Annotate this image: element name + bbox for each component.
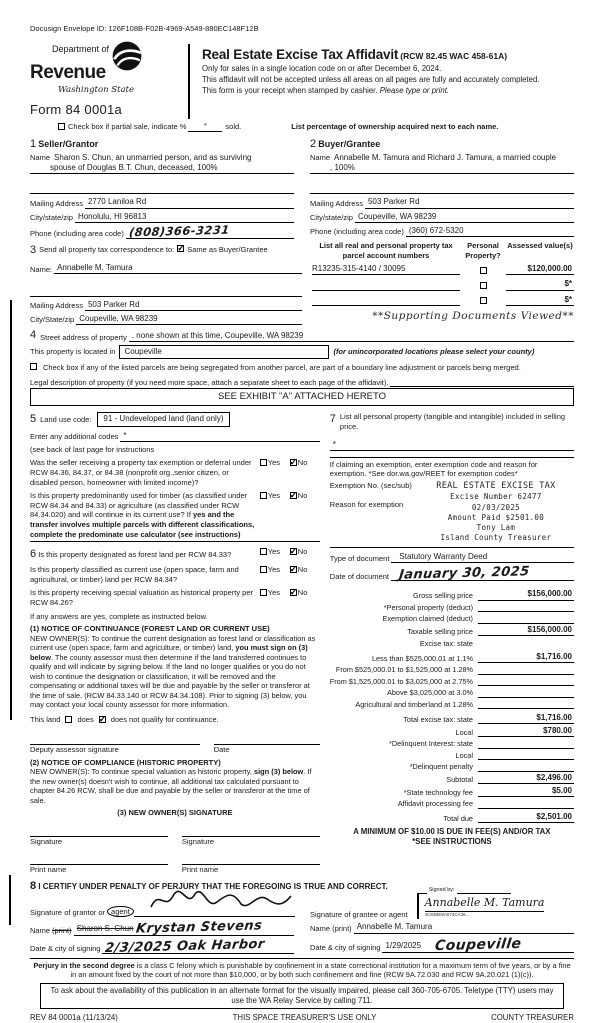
buyer-city-label: City/state/zip — [310, 213, 353, 223]
new-owner-print-name-line-2[interactable] — [182, 856, 320, 865]
correspondence-name-label: Name: — [30, 264, 53, 274]
timber-no-checkbox[interactable] — [290, 492, 297, 499]
tax-label: Excise tax: state — [419, 638, 473, 648]
parcel-row — [312, 279, 574, 290]
partial-sale-checkbox[interactable] — [58, 123, 65, 130]
seller-name-label: Name — [30, 153, 51, 163]
stamp-line: 02/03/2025 — [471, 502, 520, 512]
same-as-buyer-checkbox[interactable] — [177, 245, 184, 252]
docusign-signed-by-label: Signed by: — [428, 887, 455, 894]
correspondence-city-label: City/State/zip — [30, 315, 75, 325]
grantee-name-value: Annabelle M. Tamura — [354, 922, 574, 933]
seller-name-line1: Sharon S. Chun, an unmarried person, and as surviving — [54, 152, 252, 162]
parcel-header-personal: Personal Property? — [465, 241, 501, 260]
legal-description-box: SEE EXHIBIT "A" ATTACHED HERETO — [30, 388, 574, 406]
parcel-row — [312, 264, 574, 275]
title-block — [188, 44, 574, 119]
segregated-checkbox[interactable] — [30, 363, 37, 370]
no-label: No — [297, 458, 308, 468]
deputy-date-line[interactable] — [214, 736, 320, 745]
street-address-label: Street address of property — [40, 332, 127, 342]
seller-name-blank-line[interactable] — [30, 183, 294, 194]
grantee-date-value: 1/29/2025 — [385, 941, 422, 951]
scan-artifact-line-2 — [9, 875, 11, 925]
dept-name: Revenue — [30, 62, 106, 84]
tax-label: Less than $525,000.01 at 1.1% — [371, 653, 473, 663]
doc-type-value: Statutory Warranty Deed — [391, 552, 574, 563]
tax-value[interactable] — [478, 602, 574, 612]
personal-property-checkbox[interactable] — [480, 282, 487, 289]
tax-label: From $525,000.01 to $1,525,000 at 1.28% — [335, 665, 473, 675]
new-owner-signature-title: (3) NEW OWNER(S) SIGNATURE — [117, 808, 233, 818]
tax-value[interactable] — [478, 688, 574, 698]
tax-label: Total excise tax: state — [403, 715, 473, 725]
form-title-rcw: (RCW 82.45 WAC 458-61A) — [400, 50, 508, 61]
tax-label: Exemption claimed (deduct) — [382, 614, 473, 624]
tax-value — [478, 638, 574, 648]
seller-phone-label: Phone (including area code) — [30, 229, 124, 239]
buyer-phone-value: (360) 672-5320 — [406, 226, 574, 237]
header-note-2: This affidavit will not be accepted unless all areas on all pages are fully and accurately completed. — [202, 74, 540, 84]
grantor-signature — [145, 887, 295, 916]
stamp-line: Excise Number 62477 — [450, 492, 542, 502]
form-number: Form 84 0001a — [30, 102, 123, 118]
additional-codes-field[interactable]: * — [120, 431, 319, 442]
deputy-assessor-signature-line[interactable] — [30, 736, 200, 745]
parcel-row — [312, 295, 574, 306]
section-3-correspondence — [30, 241, 574, 325]
yes-label: Yes — [267, 547, 281, 557]
rev-number: REV 84 0001a (11/13/24) — [30, 1012, 118, 1022]
minimum-due-note: A MINIMUM OF $10.00 IS DUE IN FEE(S) AND/OR TAX — [353, 826, 551, 836]
tax-value[interactable] — [478, 799, 574, 809]
section8-number: 8 — [30, 879, 37, 892]
grantor-date-handwritten: 2/3/2025 Oak Harbor — [104, 936, 266, 956]
forest-no-checkbox[interactable] — [290, 548, 297, 555]
same-as-buyer-label: Same as Buyer/Grantee — [187, 245, 268, 254]
legal-description-label: Legal description of property (if you need more space, attach a separate sheet to each page of the affidavit). — [30, 377, 389, 387]
buyer-mailing-value: 503 Parker Rd — [365, 197, 574, 208]
does-label: does — [77, 714, 94, 724]
assessed-value: $* — [506, 279, 574, 290]
grantor-date-label: Date & city of signing — [30, 944, 101, 954]
docusign-signature-name: Annabelle M. Tamura — [424, 896, 545, 910]
tax-value[interactable] — [478, 614, 574, 624]
tax-value[interactable] — [478, 750, 574, 760]
tax-label: *Delinquent penalty — [409, 762, 473, 772]
personal-property-checkbox[interactable] — [480, 297, 487, 304]
assessed-value: $120,000.00 — [506, 264, 574, 275]
treasurer-space-label: THIS SPACE TREASURER'S USE ONLY — [232, 1012, 377, 1022]
dept-of-label: Department of — [52, 43, 110, 54]
tax-value: $1,716.00 — [478, 713, 574, 724]
new-owner-signature-line-2[interactable] — [182, 828, 320, 837]
form-title: Real Estate Excise Tax Affidavit — [202, 46, 399, 62]
see-back-note: (see back of last page for instructions — [30, 444, 155, 454]
correspondence-mailing-value: 503 Parker Rd — [85, 300, 302, 311]
grantor-name-struck: Sharon S. Chun — [76, 924, 134, 934]
print-name-label: Print name — [181, 865, 219, 875]
question-forest-land: 6 Is this property designated as forest land per RCW 84.33? — [30, 548, 232, 561]
correspondence-name-value: Annabelle M. Tamura — [54, 263, 302, 274]
if-yes-note: If any answers are yes, complete as instructed below. — [30, 611, 208, 621]
section-buyer — [310, 132, 574, 239]
personal-property-field[interactable]: * — [330, 440, 574, 451]
correspondence-blank-line[interactable] — [30, 285, 302, 296]
tax-value[interactable] — [478, 762, 574, 772]
grantor-print-label-struck: (print) — [52, 925, 72, 935]
section-4-property — [30, 328, 574, 406]
land-does-not-checkbox[interactable] — [99, 716, 106, 723]
dor-swirl-icon — [111, 40, 143, 76]
tax-value: $2,501.00 — [478, 812, 574, 823]
treasurer-excise-stamp — [418, 481, 574, 543]
notice-compliance-body: NEW OWNER(S): To continue special valuation as historic property, sign (3) below. If the new owner(s) doesn't wish to continue, all additional tax calculated pursuant to chapter 84.26 RCW, shall be due and payable by the seller or transferor at the time of sale. — [30, 767, 312, 805]
docusign-envelope-id: Docusign Envelope ID: 126F108B-F02B-4969-A549-880EC148F12B — [30, 24, 259, 33]
signature-label: Signature — [30, 836, 63, 846]
tax-label: *Personal property (deduct) — [383, 602, 473, 612]
see-instructions-note: *SEE INSTRUCTIONS — [412, 836, 492, 846]
seller-phone-value: (808)366-3231 — [128, 222, 231, 240]
street-address-value: . none shown at this time, Coupeville, WA 98239 — [129, 331, 574, 342]
partial-sale-sold-label: sold. — [225, 121, 242, 131]
question-timber-agriculture: Is this property predominantly used for timber (as classified under RCW 84.34 and 84.33) or agriculture (as classified under RCW 84.34.020) and will continue in its current use? If yes and the transfer involves multiple parcels with different classifications, complete the predominate use calculator (see instructions) — [30, 491, 255, 539]
segregated-label: Check box if any of the listed parcels are being segregated from another parcel, are part of a boundary line adjustment or parcels being merged. — [43, 363, 521, 373]
tax-label: Local — [455, 727, 473, 737]
section-seller — [30, 132, 294, 239]
seller-city-value: Honolulu, HI 96813 — [75, 212, 294, 223]
seller-mailing-label: Mailing Address — [30, 198, 83, 208]
tax-label: Above $3,025,000 at 3.0% — [386, 688, 473, 698]
exemption-no-label: Exemption No. (sec/sub) — [329, 480, 412, 490]
exemption-no-checkbox[interactable] — [290, 459, 297, 466]
tax-label: Affidavit processing fee — [397, 799, 473, 809]
tax-label: Agricultural and timberland at 1.28% — [355, 699, 473, 709]
buyer-city-value: Coupeville, WA 98239 — [355, 212, 574, 223]
current-use-yes-checkbox[interactable] — [260, 566, 267, 573]
header-note-1: Only for sales in a single location code on or after December 6, 2024. — [202, 63, 442, 73]
stamp-line: Island County Treasurer — [440, 532, 552, 542]
located-in-field[interactable]: Coupeville — [119, 345, 329, 359]
this-land-label: This land — [30, 714, 61, 724]
grantor-name-handwritten: Krystan Stevens — [134, 918, 263, 937]
alternate-format-notice: To ask about the availability of this publication in an alternate format for the visually impaired, please call 360-705-6705. Teletype (TTY) users may use the WA Relay Service by calling 711. — [40, 983, 564, 1009]
notice-continuance-title: (1) NOTICE OF CONTINUANCE (FOREST LAND OR CURRENT USE) — [30, 624, 270, 634]
grantor-name-label: Name — [30, 925, 51, 935]
seller-name-line2: spouse of Douglas B.T. Chun, deceased, 100% — [30, 163, 294, 174]
land-use-field[interactable]: 91 - Undeveloped land (land only) — [97, 412, 229, 426]
partial-sale-label: Check box if partial sale, indicate % — [68, 121, 187, 131]
no-label: No — [297, 588, 308, 598]
doc-type-label: Type of document — [329, 553, 390, 563]
seller-city-label: City/state/zip — [30, 213, 73, 223]
tax-label: From $1,525,000.01 to $3,025,000 at 2.75% — [329, 676, 473, 686]
assessed-value: $* — [506, 295, 574, 306]
section-8-certification — [30, 879, 574, 954]
buyer-name-line2: , 100% — [310, 163, 574, 174]
tax-label: Subtotal — [446, 775, 473, 785]
parcel-header-assessed: Assessed value(s) — [507, 241, 573, 250]
signature-label: Signature — [181, 836, 214, 846]
timber-yes-checkbox[interactable] — [260, 492, 267, 499]
notice-compliance-title: (2) NOTICE OF COMPLIANCE (HISTORIC PROPERTY) — [30, 757, 221, 767]
deputy-assessor-label: Deputy assessor signature — [30, 745, 119, 755]
section4-number: 4 — [30, 329, 37, 342]
no-label: No — [297, 491, 308, 501]
buyer-name-line1: Annabelle M. Tamura and Richard J. Tamura, a married couple — [334, 152, 557, 162]
tax-value[interactable] — [478, 739, 574, 749]
certify-statement: I CERTIFY UNDER PENALTY OF PERJURY THAT THE FOREGOING IS TRUE AND CORRECT. — [38, 881, 388, 891]
doc-date-label: Date of document — [329, 571, 389, 581]
tax-label: Total due — [443, 813, 473, 823]
grantee-signature-label: Signature of grantee or agent — [310, 909, 408, 919]
parcel-number[interactable] — [312, 296, 460, 306]
reason-for-exemption-label: Reason for exemption — [329, 499, 404, 509]
print-name-label: Print name — [30, 865, 67, 875]
notice-continuance-body: NEW OWNER(S): To continue the current designation as forest land or classification as current use (open space, farm and agriculture, or timber) land, you must sign on (3) below. The county assessor must then determine if the land transferred continues to qualify and will indicate by signing below. If the land no longer qualifies or you do not wish to continue the designation or classification, it will be removed and the compensating or additional taxes will be due and payable by the seller or transferor at the time of sale. (RCW 84.33.140 or RCW 84.34.108). Prior to signing (3) below, you may contact your local county assessor for more information. — [30, 633, 316, 710]
county-treasurer-label: COUNTY TREASURER — [491, 1012, 574, 1022]
tax-value: $1,716.00 — [478, 652, 574, 663]
located-in-label: This property is located in — [30, 347, 116, 357]
question-exemption-deferral: Was the seller receiving a property tax exemption or deferral under RCW 84.36, 84.37, or 84.38 (nonprofit org.,senior citizen, or disabled person, homeowner with limited income)? — [30, 458, 252, 487]
parcel-number: R13235-315-4140 / 30095 — [312, 264, 460, 275]
land-does-checkbox[interactable] — [65, 716, 72, 723]
buyer-name-label: Name — [310, 153, 331, 163]
tax-value[interactable] — [478, 665, 574, 675]
section3-send-label: Send all property tax correspondence to: — [39, 245, 175, 254]
personal-property-checkbox[interactable] — [480, 267, 487, 274]
additional-codes-label: Enter any additional codes — [30, 432, 119, 442]
legal-description-fill — [390, 376, 574, 387]
stamp-line: Amount Paid $2501.00 — [447, 512, 545, 522]
seller-section-number: 1 — [30, 137, 37, 150]
perjury-notice: Perjury in the second degree is a class C felony which is punishable by confinement in a state correctional institution for a maximum term of five years, or by a fine in an amount fixed by the court of not more than $10,000, or by both such confinement and fine (RCW 9A.72.030 and RCW 9A.20.021 (1)(c)). — [30, 958, 574, 980]
exemption-note: If claiming an exemption, enter exemption code and reason for exemption. *See dor.wa.gov/REET for exemption codes* — [330, 457, 574, 479]
header-note-3: This form is your receipt when stamped by cashier. — [202, 85, 378, 95]
docusign-signature-id: 4C84BE9A674CA36... — [425, 911, 545, 918]
section7-number: 7 — [329, 413, 336, 426]
grantor-signature-label: Signature of grantor or — [30, 907, 106, 917]
buyer-phone-label: Phone (including area code) — [310, 227, 404, 237]
tax-label: Taxable selling price — [407, 627, 473, 637]
new-owner-signature-line-1[interactable] — [30, 828, 168, 837]
grantee-name-label: Name (print) — [310, 923, 352, 933]
stamp-line: Tony Lam — [476, 522, 516, 532]
exemption-yes-checkbox[interactable] — [260, 459, 267, 466]
land-use-label: Land use code: — [40, 414, 92, 424]
buyer-name-blank-line[interactable] — [310, 183, 574, 194]
no-label: No — [297, 547, 308, 557]
personal-property-list-label: List all personal property (tangible and intangible) included in selling price. — [339, 412, 566, 431]
seller-mailing-value: 2770 Laniloa Rd — [85, 197, 294, 208]
left-column — [30, 410, 320, 875]
right-column — [330, 410, 574, 875]
correspondence-city-value: Coupeville, WA 98239 — [76, 314, 302, 325]
scan-artifact-line — [10, 300, 12, 720]
forest-yes-checkbox[interactable] — [260, 548, 267, 555]
yes-label: Yes — [267, 588, 281, 598]
tax-label: Gross selling price — [412, 591, 473, 601]
new-owner-print-name-line-1[interactable] — [30, 856, 168, 865]
page-footer — [30, 1013, 574, 1023]
parcel-header-numbers: List all real and personal property tax parcel account numbers — [319, 241, 453, 260]
docusign-signature-stamp — [417, 887, 551, 919]
dept-state: Washington State — [58, 85, 134, 96]
header-note-3-italic: Please type or print. — [379, 85, 450, 95]
tax-label: *Delinquent Interest: state — [389, 739, 473, 749]
historical-no-checkbox[interactable] — [290, 589, 297, 596]
doc-date-value: January 30, 2025 — [398, 564, 531, 583]
yes-label: Yes — [267, 565, 281, 575]
section6-number: 6 — [30, 548, 37, 561]
tax-value: $156,000.00 — [478, 589, 574, 600]
correspondence-mailing-label: Mailing Address — [30, 301, 83, 311]
supporting-documents-stamp: **Supporting Documents Viewed** — [372, 309, 574, 322]
form-header — [30, 44, 574, 119]
historical-yes-checkbox[interactable] — [260, 589, 267, 596]
grantor-agent-circled: agent — [107, 906, 134, 918]
stamp-line: REAL ESTATE EXCISE TAX — [436, 480, 556, 491]
tax-value[interactable] — [478, 676, 574, 686]
tax-value: $5.00 — [478, 786, 574, 797]
ownership-note: List percentage of ownership acquired next to each name. — [291, 121, 499, 131]
tax-value: $156,000.00 — [478, 625, 574, 636]
current-use-no-checkbox[interactable] — [290, 566, 297, 573]
buyer-section-title: Buyer/Grantee — [318, 138, 381, 149]
grantee-city-handwritten: Coupeville — [434, 935, 523, 954]
does-not-label: does not qualify for continuance. — [110, 714, 219, 724]
deputy-date-label: Date — [213, 745, 230, 755]
partial-sale-percent-field[interactable]: * — [188, 121, 222, 132]
section3-number: 3 — [30, 244, 37, 256]
located-in-note: (for unincorporated locations please select your county) — [333, 347, 535, 357]
tax-value[interactable] — [478, 699, 574, 709]
yes-label: Yes — [267, 491, 281, 501]
dor-logo-block — [30, 44, 188, 119]
tax-value: $2,496.00 — [478, 773, 574, 784]
yes-label: Yes — [267, 458, 281, 468]
section5-number: 5 — [30, 413, 37, 426]
question-current-use: Is this property classified as current use (open space, farm and agricultural, or timber) land per RCW 84.34? — [30, 565, 239, 584]
no-label: No — [297, 565, 308, 575]
tax-label: Local — [455, 750, 473, 760]
parcel-table — [312, 241, 574, 325]
seller-section-title: Seller/Grantor — [38, 138, 99, 149]
tax-computation — [330, 589, 574, 822]
question-historical: Is this property receiving special valuation as historical property per RCW 84.26? — [30, 588, 254, 607]
tax-value: $780.00 — [478, 726, 574, 737]
buyer-section-number: 2 — [310, 137, 317, 150]
parcel-number[interactable] — [312, 281, 460, 291]
buyer-mailing-label: Mailing Address — [310, 198, 363, 208]
tax-label: *State technology fee — [403, 787, 473, 797]
grantee-date-label: Date & city of signing — [310, 942, 381, 952]
